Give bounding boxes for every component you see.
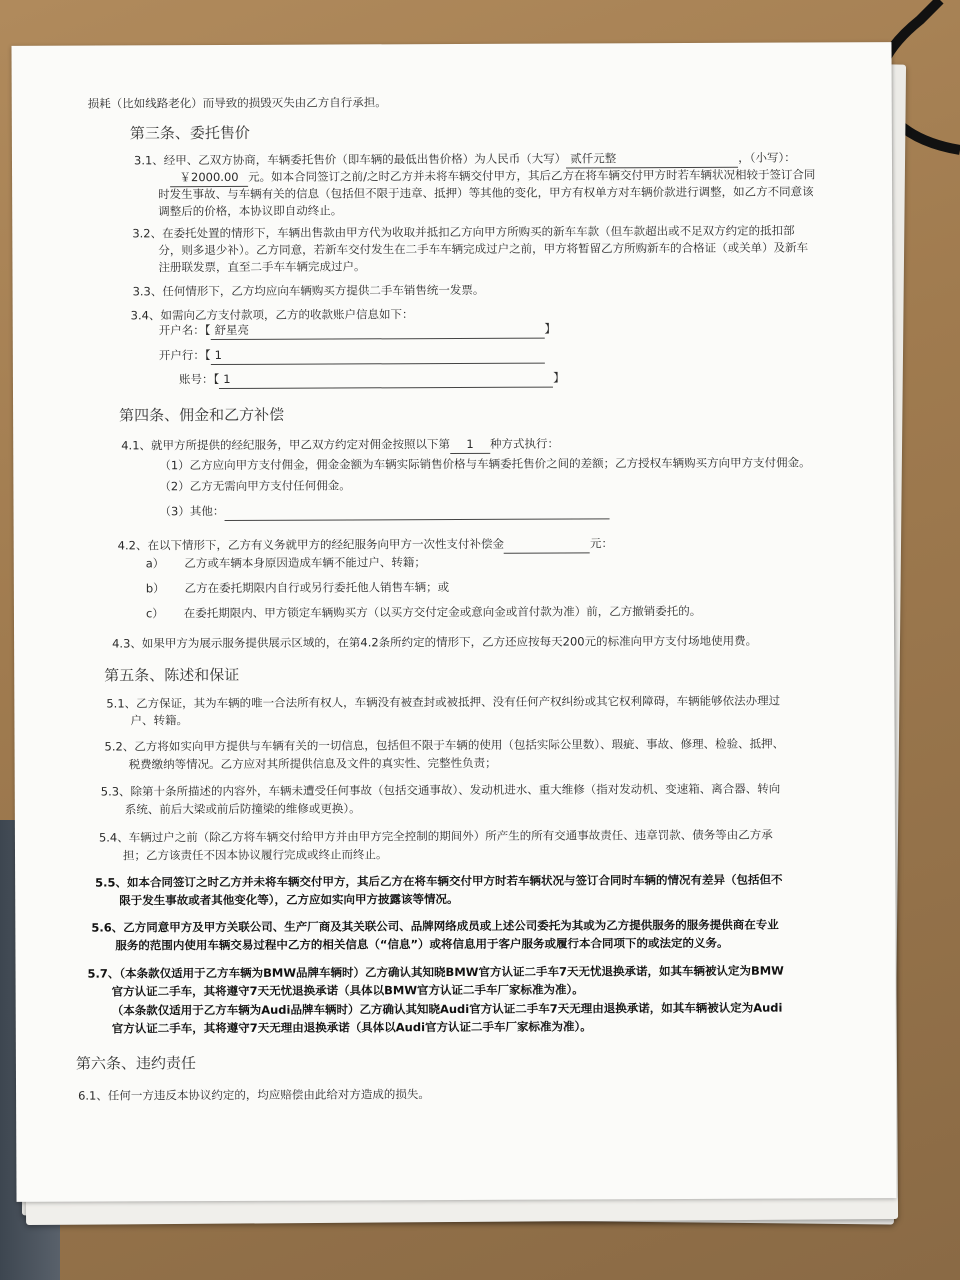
clause-5-4: 5.4、车辆过户之前（除乙方将车辆交付给甲方并由甲方完全控制的期间外）所产生的所有交通事故责任、违章罚款、债务等由乙方承 bbox=[98, 827, 773, 845]
clause-3-2-line3: 注册联发票，直至二手车车辆完成过户。 bbox=[158, 259, 366, 275]
clause-5-7-line3: （本条款仅适用于乙方车辆为Audi品牌车辆时）乙方确认其知晓Audi官方认证二手车7天无理由退换承诺，如其车辆被认定为Audi bbox=[111, 1000, 783, 1018]
contract-page bbox=[11, 42, 896, 1202]
clause-4-2: 4.2、在以下情形下，乙方有义务就甲方的经纪服务向甲方一次性支付补偿金 元： bbox=[117, 536, 613, 553]
clause-5-1-line2: 户、转籍。 bbox=[130, 713, 188, 728]
clause-6-1: 6.1、任何一方违反本协议约定的，均应赔偿由此给对方造成的损失。 bbox=[78, 1087, 430, 1103]
bank-field: 1 bbox=[211, 346, 545, 365]
option-1: （1）乙方应向甲方支付佣金，佣金金额为车辆实际销售价格与车辆委托售价之间的差额；乙方授权车辆购买方向甲方支付佣金。 bbox=[159, 455, 811, 473]
clause-5-6: 5.6、乙方同意甲方及甲方关联公司、生产厂商及其关联公司、品牌网络成员或上述公司委托为其或为乙方提供服务的服务提供商在专业 bbox=[91, 917, 779, 935]
clause-3-2-line2: 分，则多退少补）。乙方同意，若新车交付发生在二手车车辆完成过户之前，甲方将暂留乙方所购新车的合格证（或关单）及新车 bbox=[158, 240, 809, 258]
section-6-title: 第六条、违约责任 bbox=[75, 1054, 196, 1073]
clause-3-1-line2: ￥2000.00 元。如本合同签订之前/之时乙方并未将车辆交付甲方，其后乙方在将车辆交付甲方时若车辆状况相较于签订合同 bbox=[170, 166, 815, 186]
account-number-field: 1 bbox=[219, 370, 553, 389]
clause-4-3: 4.3、如果甲方为展示服务提供展示区域的，在第4.2条所约定的情形下，乙方还应按每天200元的标准向甲方支付场地使用费。 bbox=[112, 633, 758, 651]
item-b: b） 乙方在委托期限内自行或另行委托他人销售车辆；或 bbox=[145, 580, 450, 596]
section-4-title: 第四条、佣金和乙方补偿 bbox=[119, 405, 285, 425]
top-line: 损耗（比如线路老化）而导致的损毁灭失由乙方自行承担。 bbox=[87, 95, 387, 111]
option-3: （3）其他： bbox=[159, 501, 609, 521]
clause-5-2: 5.2、乙方将如实向甲方提供与车辆有关的一切信息，包括但不限于车辆的使用（包括实际公里数）、瑕疵、事故、修理、检验、抵押、 bbox=[104, 736, 785, 754]
section-5-title: 第五条、陈述和保证 bbox=[104, 665, 240, 685]
clause-3-2: 3.2、在委托处置的情形下，车辆出售款由甲方代为收取并抵扣乙方向甲方所购买的新车车款（但车款超出或不足双方约定的抵扣部 bbox=[132, 223, 795, 241]
account-name-row: 开户名：【 舒星亮 】 bbox=[159, 321, 556, 340]
method-choice-field: 1 bbox=[450, 436, 490, 454]
account-name-field: 舒星亮 bbox=[210, 321, 544, 340]
item-c: c） 在委托期限内、甲方锁定车辆购买方（以买方交付定金或意向金或首付款为准）前，乙方撤销委托的。 bbox=[145, 603, 702, 621]
clause-5-3: 5.3、除第十条所描述的内容外，车辆未遭受任何事故（包括交通事故）、发动机进水、重大维修（指对发动机、变速箱、离合器、转向 bbox=[100, 781, 781, 799]
item-a: a） 乙方或车辆本身原因造成车辆不能过户、转籍； bbox=[145, 555, 426, 571]
clause-3-1: 3.1、经甲、乙双方协商，车辆委托售价（即车辆的最低出售价格）为人民币（大写） 贰仟元整 ，（小写）： bbox=[133, 150, 796, 168]
clause-3-4: 3.4、如需向乙方支付款项，乙方的收款账户信息如下： bbox=[130, 307, 414, 323]
clause-5-1: 5.1、乙方保证，其为车辆的唯一合法所有权人，车辆没有被查封或被抵押、没有任何产权纠纷或其它权利障碍，车辆能够依法办理过 bbox=[106, 693, 781, 711]
clause-3-1-line3: 时发生事故、与车辆有关的信息（包括但不限于违章、抵押）等其他的变化，甲方有权单方对车辆价款进行调整，如乙方不同意该 bbox=[158, 184, 814, 202]
clause-5-6-line2: 服务的范围内使用车辆交易过程中乙方的相关信息（“信息”）或将信息用于客户服务或履行本合同项下的或法定的义务。 bbox=[115, 935, 729, 953]
account-number-row: 账号：【 1 】 bbox=[179, 370, 565, 389]
section-3-title: 第三条、委托售价 bbox=[129, 123, 250, 143]
clause-5-4-line2: 担；乙方该责任不因本协议履行完成或终止而终止。 bbox=[122, 847, 388, 863]
price-upper-field: 贰仟元整 bbox=[566, 150, 738, 168]
clause-3-3: 3.3、任何情形下，乙方均应向车辆购买方提供二手车销售统一发票。 bbox=[132, 282, 485, 299]
price-lower-field: ￥2000.00 bbox=[170, 169, 248, 187]
bank-row: 开户行：【 1 bbox=[159, 346, 545, 365]
clause-5-7-line2: 官方认证二手车，其将遵守7天无忧退换承诺（具体以BMW官方认证二手车厂家标准为准）。 bbox=[111, 982, 584, 999]
clause-5-7-line4: 官方认证二手车，其将遵守7天无理由退换承诺（具体以Audi官方认证二手车厂家标准为准）。 bbox=[111, 1019, 592, 1036]
clause-5-5: 5.5、如本合同签订之时乙方并未将车辆交付甲方，其后乙方在将车辆交付甲方时若车辆状况与签订合同时车辆的情况有差异（包括但不 bbox=[95, 872, 783, 890]
clause-5-2-line2: 税费缴纳等情况。乙方应对其所提供信息及文件的真实性、完整性负责； bbox=[128, 755, 497, 772]
clause-5-5-line2: 限于发生事故或者其他变化等），乙方应如实向甲方披露该等情况。 bbox=[119, 891, 459, 908]
clause-3-1-line4: 调整后的价格，本协议即自动终止。 bbox=[158, 203, 343, 219]
clause-5-7: 5.7、（本条款仅适用于乙方车辆为BMW品牌车辆时）乙方确认其知晓BMW官方认证二手车7天无忧退换承诺，如其车辆被认定为BMW bbox=[87, 963, 784, 981]
option-2: （2）乙方无需向甲方支付任何佣金。 bbox=[159, 478, 351, 494]
clause-4-1: 4.1、就甲方所提供的经纪服务，甲乙双方约定对佣金按照以下第 1 种方式执行： bbox=[121, 436, 560, 453]
clause-5-3-line2: 系统、前后大梁或前后防撞梁的维修或更换）。 bbox=[124, 801, 361, 817]
